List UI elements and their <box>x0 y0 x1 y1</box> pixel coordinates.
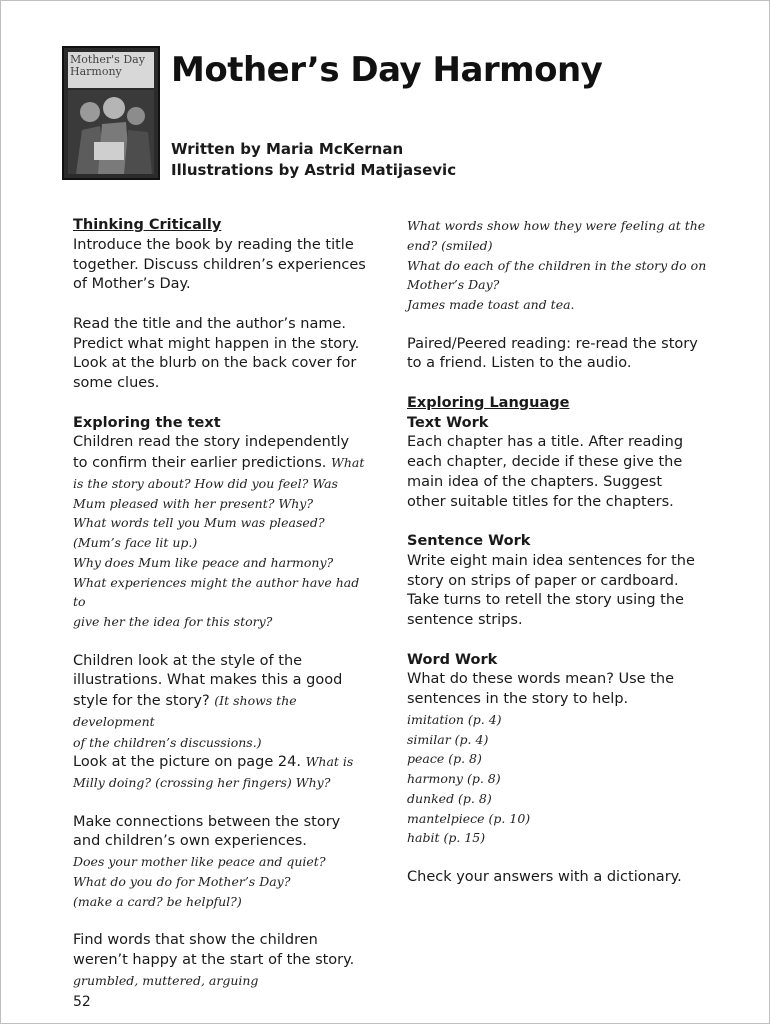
text-line: What do these words mean? Use the <box>407 671 674 688</box>
text-line <box>73 752 373 773</box>
question-line: Mother’s Day? <box>407 277 500 293</box>
question-line: What experiences might the author have had to <box>73 574 360 610</box>
text-run: style for the story? <box>73 693 210 709</box>
text-line: Introduce the book by reading the title <box>73 236 354 253</box>
page-title: Mother’s Day Harmony <box>171 50 603 90</box>
text-run: to confirm their earlier predictions. <box>73 455 327 471</box>
byline <box>171 139 456 181</box>
question-line: (Mum’s face lit up.) <box>73 535 198 550</box>
question-line: What words show how they were feeling at the <box>407 218 706 233</box>
text-line: Make connections between the story <box>73 813 341 830</box>
answer-line: James made toast and tea. <box>407 297 575 312</box>
text-line <box>73 691 373 733</box>
exploring-language-heading: Exploring Language <box>407 394 570 411</box>
word-work-heading: Word Work <box>407 651 498 668</box>
text-line: each chapter, decide if these give the <box>407 454 683 470</box>
vocab-item: harmony (p. 8) <box>407 771 501 786</box>
cover-title <box>70 54 145 78</box>
illustrator-credit: Illustrations by Astrid Matijasevic <box>171 161 457 179</box>
book-cover-image <box>62 46 160 180</box>
text-line: to a friend. Listen to the audio. <box>407 355 632 372</box>
text-line: sentences in the story to help. <box>407 691 629 707</box>
question-line: Does your mother like peace and quiet? <box>73 854 326 869</box>
question-line: is the story about? How did you feel? Was <box>73 475 338 491</box>
text-line: Each chapter has a title. After reading <box>407 434 684 451</box>
question-text: What is <box>305 754 354 770</box>
question-line: Milly doing? (crossing her fingers) Why? <box>73 775 331 790</box>
text-line: Children look at the style of the <box>73 652 303 669</box>
text-line: Check your answers with a dictionary. <box>407 868 682 885</box>
vocab-item: imitation (p. 4) <box>407 711 502 727</box>
left-column <box>73 216 373 990</box>
question-line: give her the idea for this story? <box>73 614 273 629</box>
vocab-item: mantelpiece (p. 10) <box>407 810 531 826</box>
text-line <box>73 453 373 474</box>
question-line: What do you do for Mother’s Day? <box>73 873 291 889</box>
answer-line: of the children’s discussions.) <box>73 734 262 750</box>
text-line: story on strips of paper or cardboard. <box>407 572 679 589</box>
sentence-work-heading: Sentence Work <box>407 533 531 549</box>
text-line: Read the title and the author’s name. <box>73 315 346 332</box>
vocab-item: habit (p. 15) <box>407 830 486 846</box>
cover-title-line2: Harmony <box>70 65 122 78</box>
text-work-heading: Text Work <box>407 414 489 431</box>
thinking-critically-heading: Thinking Critically <box>73 217 222 233</box>
text-line: weren’t happy at the start of the story. <box>73 951 355 968</box>
text-line: illustrations. What makes this a good <box>73 672 343 689</box>
cover-title-line1: Mother's Day <box>70 53 145 66</box>
vocab-item: similar (p. 4) <box>407 731 489 747</box>
text-line: main idea of the chapters. Suggest <box>407 473 663 490</box>
question-line: What words tell you Mum was pleased? <box>73 515 325 531</box>
text-line: of Mother’s Day. <box>73 276 191 293</box>
text-line: Predict what might happen in the story. <box>73 335 360 352</box>
exploring-text-heading: Exploring the text <box>73 414 221 431</box>
text-line: Find words that show the children <box>73 932 318 948</box>
text-line: together. Discuss children’s experiences <box>73 256 366 273</box>
text-line: Children read the story independently <box>73 434 350 451</box>
text-line: some clues. <box>73 375 160 391</box>
question-line: end? (smiled) <box>407 237 493 253</box>
answer-text: (It shows the development <box>73 693 297 729</box>
vocab-item: dunked (p. 8) <box>407 790 492 806</box>
page-number: 52 <box>73 994 91 1010</box>
question-line: Why does Mum like peace and harmony? <box>73 554 334 570</box>
text-run: Look at the picture on page 24. <box>73 754 301 771</box>
question-text: What <box>331 455 365 470</box>
text-line: and children’s own experiences. <box>73 833 307 850</box>
text-line: other suitable titles for the chapters. <box>407 493 674 510</box>
answer-line: grumbled, muttered, arguing <box>73 972 259 988</box>
question-line: (make a card? be helpful?) <box>73 893 242 909</box>
text-line: Look at the blurb on the back cover for <box>73 355 357 372</box>
question-line: What do each of the children in the story do on <box>407 257 707 273</box>
text-line: sentence strips. <box>407 612 523 628</box>
author-credit: Written by Maria McKernan <box>171 140 404 158</box>
right-column <box>407 216 707 888</box>
text-line: Paired/Peered reading: re-read the story <box>407 335 698 352</box>
text-line: Take turns to retell the story using the <box>407 592 684 609</box>
cover-illustration <box>68 90 154 174</box>
text-line: Write eight main idea sentences for the <box>407 552 695 569</box>
question-line: Mum pleased with her present? Why? <box>73 495 314 511</box>
vocab-item: peace (p. 8) <box>407 751 482 767</box>
